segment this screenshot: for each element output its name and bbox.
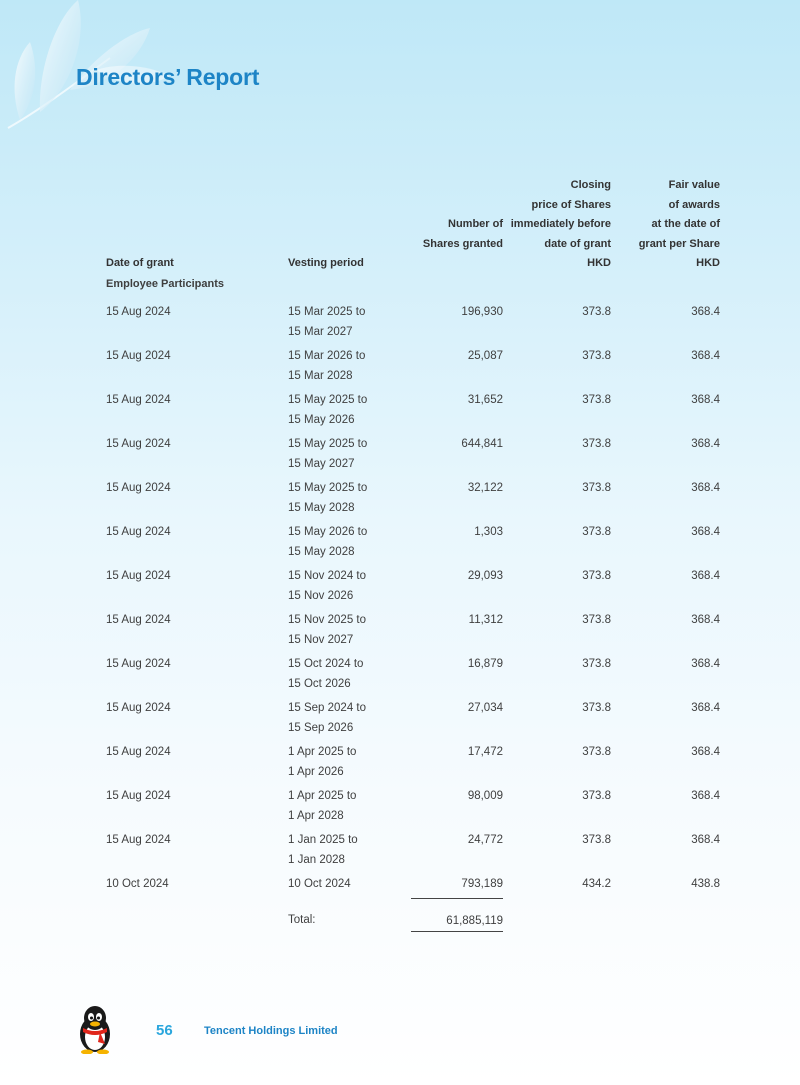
cell-shares-granted: 25,087 bbox=[467, 349, 503, 362]
cell-date-of-grant: 15 Aug 2024 bbox=[106, 393, 171, 406]
cell-fair-value: 368.4 bbox=[691, 569, 720, 582]
cell-vesting-period: 15 Mar 2025 to 15 Mar 2027 bbox=[288, 305, 366, 338]
cell-fair-value: 368.4 bbox=[691, 789, 720, 802]
cell-shares-granted: 24,772 bbox=[467, 833, 503, 846]
cell-shares-granted: 644,841 bbox=[461, 437, 503, 450]
table-row bbox=[106, 522, 720, 566]
cell-date-of-grant: 15 Aug 2024 bbox=[106, 833, 171, 846]
cell-shares-granted: 31,652 bbox=[467, 393, 503, 406]
cell-fair-value: 368.4 bbox=[691, 437, 720, 450]
header-fair-value: Fair value of awards at the date of grant per Share HKD bbox=[638, 179, 720, 269]
table-row bbox=[106, 830, 720, 874]
cell-vesting-period: 15 Sep 2024 to 15 Sep 2026 bbox=[288, 701, 367, 734]
cell-shares-granted: 27,034 bbox=[467, 701, 503, 714]
cell-closing-price: 373.8 bbox=[582, 349, 611, 362]
cell-closing-price: 373.8 bbox=[582, 437, 611, 450]
table-row bbox=[106, 610, 720, 654]
share-awards-table bbox=[106, 176, 720, 932]
cell-vesting-period: 15 May 2025 to 15 May 2028 bbox=[288, 481, 368, 514]
cell-closing-price: 373.8 bbox=[582, 745, 611, 758]
section-label: Employee Participants bbox=[106, 277, 224, 290]
cell-shares-granted: 793,189 bbox=[411, 874, 503, 899]
table-row bbox=[106, 346, 720, 390]
table-row bbox=[106, 786, 720, 830]
cell-shares-granted: 98,009 bbox=[467, 789, 503, 802]
header-date-of-grant: Date of grant bbox=[106, 257, 174, 269]
cell-vesting-period: 15 Mar 2026 to 15 Mar 2028 bbox=[288, 349, 366, 382]
table-row bbox=[106, 698, 720, 742]
cell-date-of-grant: 15 Aug 2024 bbox=[106, 701, 171, 714]
cell-fair-value: 438.8 bbox=[691, 877, 720, 890]
header-vesting-period: Vesting period bbox=[288, 257, 364, 269]
cell-shares-granted: 32,122 bbox=[467, 481, 503, 494]
cell-vesting-period: 1 Apr 2025 to 1 Apr 2028 bbox=[288, 789, 357, 822]
cell-date-of-grant: 10 Oct 2024 bbox=[106, 877, 169, 890]
table-row bbox=[106, 874, 720, 899]
cell-fair-value: 368.4 bbox=[691, 745, 720, 758]
cell-closing-price: 373.8 bbox=[582, 701, 611, 714]
cell-date-of-grant: 15 Aug 2024 bbox=[106, 789, 171, 802]
cell-fair-value: 368.4 bbox=[691, 525, 720, 538]
cell-vesting-period: 15 Nov 2025 to 15 Nov 2027 bbox=[288, 613, 367, 646]
page-title: Directors’ Report bbox=[76, 64, 260, 90]
cell-shares-granted: 11,312 bbox=[468, 613, 503, 626]
cell-closing-price: 373.8 bbox=[582, 525, 611, 538]
cell-fair-value: 368.4 bbox=[691, 657, 720, 670]
total-label: Total: bbox=[288, 914, 316, 926]
table-row bbox=[106, 390, 720, 434]
header-shares-granted: Number of Shares granted bbox=[422, 218, 503, 250]
cell-vesting-period: 1 Apr 2025 to 1 Apr 2026 bbox=[288, 745, 357, 778]
total-row bbox=[106, 898, 720, 931]
total-shares: 61,885,119 bbox=[411, 898, 503, 931]
cell-closing-price: 373.8 bbox=[582, 393, 611, 406]
cell-closing-price: 373.8 bbox=[582, 833, 611, 846]
cell-fair-value: 368.4 bbox=[691, 701, 720, 714]
cell-date-of-grant: 15 Aug 2024 bbox=[106, 305, 171, 318]
cell-date-of-grant: 15 Aug 2024 bbox=[106, 745, 171, 758]
cell-shares-granted: 196,930 bbox=[461, 305, 503, 318]
cell-vesting-period: 1 Jan 2025 to 1 Jan 2028 bbox=[288, 833, 358, 866]
cell-shares-granted: 1,303 bbox=[474, 525, 503, 538]
cell-vesting-period: 15 May 2025 to 15 May 2026 bbox=[288, 393, 368, 426]
cell-date-of-grant: 15 Aug 2024 bbox=[106, 657, 171, 670]
cell-vesting-period: 15 May 2025 to 15 May 2027 bbox=[288, 437, 368, 470]
cell-closing-price: 434.2 bbox=[582, 877, 611, 890]
cell-fair-value: 368.4 bbox=[691, 349, 720, 362]
cell-fair-value: 368.4 bbox=[691, 613, 720, 626]
cell-shares-granted: 16,879 bbox=[467, 657, 503, 670]
cell-closing-price: 373.8 bbox=[582, 613, 611, 626]
total-spacer bbox=[106, 898, 288, 931]
cell-closing-price: 373.8 bbox=[582, 657, 611, 670]
cell-date-of-grant: 15 Aug 2024 bbox=[106, 349, 171, 362]
cell-shares-granted: 29,093 bbox=[467, 569, 503, 582]
table-row bbox=[106, 566, 720, 610]
cell-closing-price: 373.8 bbox=[582, 481, 611, 494]
total-spacer bbox=[611, 898, 720, 931]
header-closing-price: Closing price of Shares immediately before date of grant HKD bbox=[510, 179, 611, 269]
cell-vesting-period: 15 Oct 2024 to 15 Oct 2026 bbox=[288, 657, 364, 690]
page-number: 56 bbox=[156, 1022, 173, 1039]
company-name: Tencent Holdings Limited bbox=[204, 1025, 338, 1037]
cell-date-of-grant: 15 Aug 2024 bbox=[106, 437, 171, 450]
table-row bbox=[106, 742, 720, 786]
cell-fair-value: 368.4 bbox=[691, 393, 720, 406]
cell-date-of-grant: 15 Aug 2024 bbox=[106, 525, 171, 538]
table-row bbox=[106, 654, 720, 698]
cell-fair-value: 368.4 bbox=[691, 833, 720, 846]
table-header-row bbox=[106, 176, 720, 274]
cell-closing-price: 373.8 bbox=[582, 569, 611, 582]
table-row bbox=[106, 478, 720, 522]
total-spacer bbox=[503, 898, 611, 931]
cell-vesting-period: 15 May 2026 to 15 May 2028 bbox=[288, 525, 368, 558]
cell-shares-granted: 17,472 bbox=[467, 745, 503, 758]
cell-vesting-period: 10 Oct 2024 bbox=[288, 877, 351, 890]
penguin-mascot-icon bbox=[74, 1004, 116, 1054]
cell-closing-price: 373.8 bbox=[582, 789, 611, 802]
cell-date-of-grant: 15 Aug 2024 bbox=[106, 613, 171, 626]
table-row bbox=[106, 434, 720, 478]
cell-vesting-period: 15 Nov 2024 to 15 Nov 2026 bbox=[288, 569, 367, 602]
section-row bbox=[106, 274, 720, 302]
table-row bbox=[106, 302, 720, 346]
cell-fair-value: 368.4 bbox=[691, 305, 720, 318]
cell-closing-price: 373.8 bbox=[582, 305, 611, 318]
cell-fair-value: 368.4 bbox=[691, 481, 720, 494]
cell-date-of-grant: 15 Aug 2024 bbox=[106, 569, 171, 582]
cell-date-of-grant: 15 Aug 2024 bbox=[106, 481, 171, 494]
